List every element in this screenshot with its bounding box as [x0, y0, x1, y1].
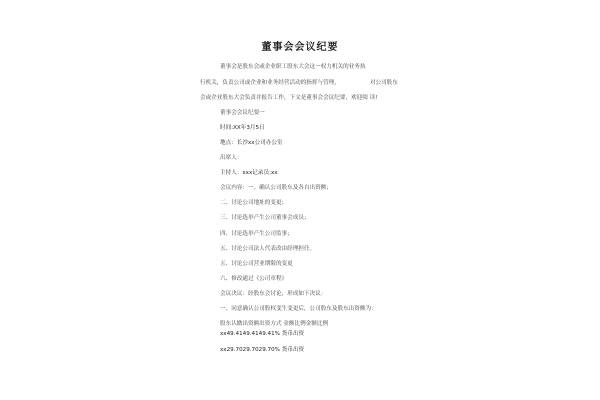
- meeting-location: 地点：长沙xx公司办公室: [220, 140, 283, 146]
- resolution-intro: 会议决议：经股东会讨论，形成如下决议：: [220, 291, 327, 297]
- agenda-item: 五、讨论公司法人代表改由经理担任。: [220, 246, 316, 252]
- intro-line-2-text: 行机关，负责公司或企业和业务经营活动的指挥与管理，: [200, 80, 340, 86]
- host-recorder: 主持人：xxx记录员:xx: [220, 170, 278, 176]
- shareholder-table-header: 股东认缴出资额出资方式 金额比例金额比例: [220, 321, 329, 327]
- meeting-attendees: 出席人：: [220, 155, 243, 161]
- meeting-time: 时间:XX年3月5日: [220, 125, 265, 131]
- section-heading: 董事会会议纪要一: [220, 110, 265, 116]
- shareholder-table-row: xx29.7029.7029.70% 货币出资: [220, 347, 305, 353]
- intro-line-3: 会或企业股东大会负责并报告工作，下文是董事会会议纪要，欢迎阅 读!: [200, 95, 378, 101]
- document-title: 董事会会议纪要: [261, 42, 339, 53]
- agenda-item: 四、讨论选举产生公司监事；: [220, 231, 293, 237]
- intro-line-2-tail: 对公司股东: [369, 80, 398, 86]
- intro-line-1: 董事会是股东会或企业职工股东大会这一权力机关的业务执: [220, 64, 366, 70]
- intro-line-2: [200, 80, 398, 87]
- agenda-item: 五、讨论公司营业期限的变更: [220, 261, 293, 267]
- agenda-item: 二、讨论公司地址的变更；: [220, 200, 288, 206]
- agenda-intro: 会议内容：一、确认公司股东及各自出资额；: [220, 185, 332, 191]
- resolution-item-1: 一、同意确认公司股权变生变更后，公司股东及股东出资额为：: [220, 306, 377, 312]
- agenda-item: 三、讨论选举产生公司董事会成员；: [220, 215, 310, 221]
- shareholder-table-row: xx49.4149.4149.41% 货币出资: [220, 331, 305, 337]
- agenda-item: 六、修改通过《公司章程》: [220, 276, 288, 282]
